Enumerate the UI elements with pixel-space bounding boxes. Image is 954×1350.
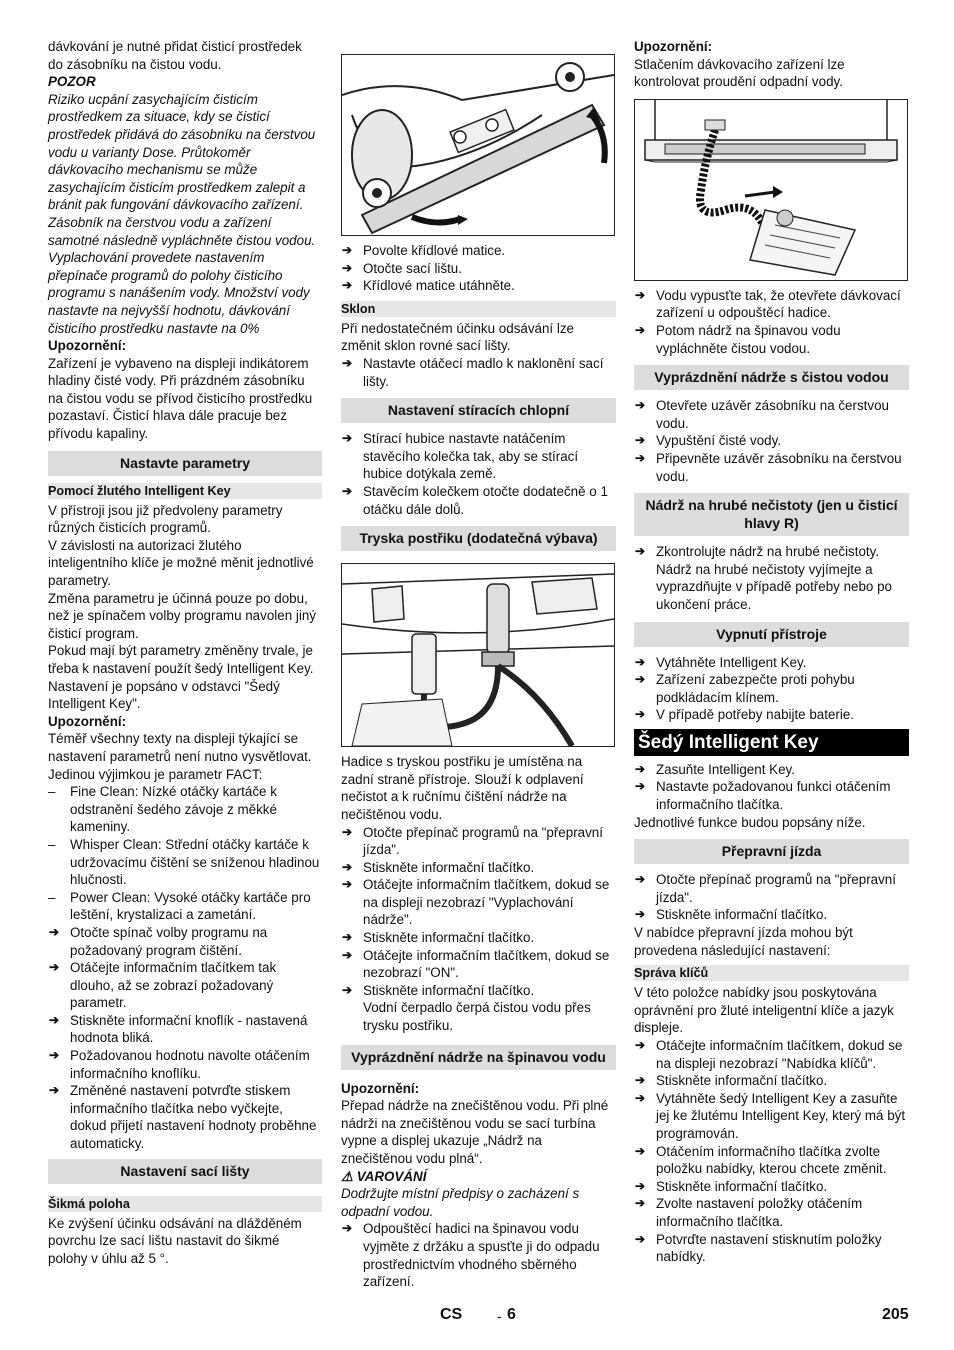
subheading-yellow-key: Pomocí žlutého Intelligent Key (48, 483, 322, 499)
step-item: ➔ Připevněte uzávěr zásobníku na čerstvou vodu. (634, 450, 909, 485)
paragraph: Při nedostatečném účinku odsávání lze změnit sklon rovné sací lišty. (341, 320, 574, 354)
step-item: ➔ Vodu vypusťte tak, že otevřete dávkovací zařízení u odpouštěcí hadice. (634, 287, 909, 322)
warning-title-text: VAROVÁNÍ (356, 1168, 427, 1184)
subheading-tilt: Sklon (341, 301, 616, 317)
section-heading-coarse-dirt: Nádrž na hrubé nečistoty (jen u čisticí hlavy R) (634, 493, 909, 536)
step-item: ➔ Otočte sací lištu. (341, 260, 616, 278)
column-middle (341, 52, 616, 1291)
column-left (48, 38, 322, 1267)
note-title: Upozornění: (634, 39, 713, 54)
dash-item: – Whisper Clean: Střední otáčky kartáče k udržovacímu čištění se sníženou hladinou hlučnosti. (48, 836, 322, 889)
paragraph: Změna parametru je účinná pouze po dobu, než je spínačem volby programu navolen jiný čisticí program. (48, 590, 316, 641)
section-heading-fresh-water: Vyprázdnění nádrže s čistou vodou (634, 365, 909, 390)
subheading-key-management: Správa klíčů (634, 965, 909, 981)
paragraph: Jednotlivé funkce budou popsány níže. (634, 814, 866, 830)
step-item: ➔ Stiskněte informační tlačítko. (634, 1178, 909, 1196)
step-item: ➔ Otočte přepínač programů na "přepravní jízda". (634, 871, 909, 906)
step-item: ➔ Zasuňte Intelligent Key. (634, 761, 909, 779)
step-item: ➔ Otáčejte informačním tlačítkem, dokud se nezobrazí "ON". (341, 947, 616, 982)
step-item: ➔ Otevřete uzávěr zásobníku na čerstvou vodu. (634, 397, 909, 432)
note-title: Upozornění: (48, 338, 127, 354)
step-item: ➔ Stiskněte informační tlačítko. (634, 906, 909, 924)
step-item: ➔ Změněné nastavení potvrďte stiskem informačního tlačítka nebo vyčkejte, dokud přijetí nastavení hodnoty proběhne automaticky. (48, 1082, 322, 1152)
step-item: ➔ Odpouštěcí hadici na špinavou vodu vyjměte z držáku a spusťte ji do odpadu prostřednictvím vhodného sběrného zařízení. (341, 1220, 616, 1290)
footer-language: CS (440, 1306, 463, 1323)
note-title: Upozornění: (341, 1080, 420, 1096)
paragraph: Hadice s tryskou postřiku je umístěna na zadní straně přístroje. Slouží k odplavení nečistot a k ručnímu čištění nádrže na nečištěnou vodu. (341, 754, 584, 822)
step-item: ➔ Otočte přepínač programů na "přepravní jízda". (341, 824, 616, 859)
step-item: ➔ Otáčejte informačním tlačítkem, dokud se na displeji nezobrazí "Vyplachování nádrže". (341, 876, 616, 929)
footer-page-number: 205 (882, 1306, 909, 1323)
section-heading-transport: Přepravní jízda (634, 839, 909, 864)
step-item: ➔ Křídlové matice utáhněte. (341, 277, 616, 295)
dash-item: – Power Clean: Vysoké otáčky kartáče pro leštění, krystalizaci a zametání. (48, 889, 322, 924)
footer-separator: - (497, 1308, 502, 1324)
text-continued-b: do zásobníku na čistou vodu. (48, 56, 222, 72)
warning-text: Dodržujte místní předpisy o zacházení s odpadní vodou. (341, 1186, 580, 1219)
step-item: ➔ V případě potřeby nabijte baterie. (634, 706, 909, 724)
step-item: ➔ Stiskněte informační tlačítko. (634, 1072, 909, 1090)
paragraph: V závislosti na autorizaci žlutého inteligentního klíče je možné měnit jednotlivé parametry. (48, 537, 314, 589)
note-text: Stlačením dávkovacího zařízení lze kontrolovat proudění odpadní vody. (634, 56, 845, 90)
paragraph: V této položce nabídky jsou poskytována oprávnění pro žluté inteligentní klíče a jazyk displeje. (634, 985, 894, 1036)
suction-bar-illustration (342, 55, 614, 235)
spray-nozzle-illustration (342, 564, 614, 746)
note-text: Zařízení je vybaveno na displeji indikátorem hladiny čisté vody. Při prázdném zásobníku na čistou vodu se přívod čisticího prostředku pozastaví. Čisticí hlava dále pracuje bez přívodu kapaliny. (48, 355, 313, 442)
paragraph: Vodní čerpadlo čerpá čistou vodu přes trysku postřiku. (363, 1000, 591, 1034)
section-heading-switch-off: Vypnutí přístroje (634, 622, 909, 647)
dash-item: – Fine Clean: Nízké otáčky kartáče k odstranění šedého závoje z měkké kameniny. (48, 783, 322, 836)
figure-spray-nozzle (341, 563, 615, 747)
section-heading-suction-bar: Nastavení sací lišty (48, 1159, 322, 1184)
step-item: ➔ Otočte spínač volby programu na požadovaný program čištění. (48, 924, 322, 959)
warning-title (341, 1168, 616, 1186)
step-item: ➔ Stiskněte informační knoflík - nastavená hodnota bliká. (48, 1012, 322, 1047)
drain-hose-illustration (635, 100, 907, 280)
step-item: ➔ Stiskněte informační tlačítko. (341, 982, 616, 1000)
column-right (634, 38, 909, 1266)
step-item: ➔ Otáčejte informačním tlačítkem, dokud se na displeji nezobrazí "Nabídka klíčů". (634, 1037, 909, 1072)
step-item: ➔ Nastavte požadovanou funkci otáčením informačního tlačítka. (634, 778, 909, 813)
step-item: ➔ Nastavte otáčecí madlo k naklonění sací lišty. (341, 355, 616, 390)
step-item: ➔ Stírací hubice nastavte natáčením stavěcího kolečka tak, aby se stírací hubice dotýkala země. (341, 430, 616, 483)
figure-drain-hose (634, 99, 908, 281)
step-item: ➔ Vytáhněte šedý Intelligent Key a zasuňte jej ke žlutému Intelligent Key, který má být programován. (634, 1090, 909, 1143)
figure-suction-bar (341, 54, 615, 236)
step-item: ➔ Potom nádrž na špinavou vodu vypláchněte čistou vodou. (634, 322, 909, 357)
step-item: ➔ Požadovanou hodnotu navolte otáčením informačního knoflíku. (48, 1047, 322, 1082)
footer-local-page: 6 (507, 1306, 516, 1323)
step-item: ➔ Vypuštění čisté vody. (634, 432, 909, 450)
section-heading-lips: Nastavení stíracích chlopní (341, 398, 616, 423)
note-text: Téměř všechny texty na displeji týkající se nastavení parametrů není nutno vysvětlovat. Jedinou výjimkou je parametr FACT: (48, 731, 312, 782)
note-text: Přepad nádrže na znečištěnou vodu. Při plné nádrži na znečištěnou vodu se sací turbína vypne a displej ukazuje „Nádrž na znečištěnou vodu plná“. (341, 1098, 609, 1166)
step-item: ➔ Zvolte nastavení položky otáčením informačního tlačítka. (634, 1195, 909, 1230)
step-item: ➔ Stiskněte informační tlačítko. (341, 859, 616, 877)
paragraph: Pokud mají být parametry změněny trvale, je třeba k nastavení použít šedý Intelligent Key. Nastavení je popsáno v odstavci "Šedý Intelligent Key". (48, 643, 314, 712)
section-heading-parameters: Nastavte parametry (48, 451, 322, 476)
note-title: Upozornění: (48, 713, 127, 729)
paragraph: V přístroji jsou již předvoleny parametry různých čisticích programů. (48, 502, 283, 536)
step-item: ➔ Otáčejte informačním tlačítkem tak dlouho, až se zobrazí požadovaný parametr. (48, 959, 322, 1012)
chapter-heading-grey-key: Šedý Intelligent Key (634, 729, 909, 756)
step-item: ➔ Potvrďte nastavení stisknutím položky nabídky. (634, 1231, 909, 1266)
step-item: ➔ Zařízení zabezpečte proti pohybu podkládacím klínem. (634, 671, 909, 706)
caution-title: POZOR (48, 74, 96, 90)
step-item: ➔ Zkontrolujte nádrž na hrubé nečistoty. Nádrž na hrubé nečistoty vyjímejte a vyprazdňujte v případě potřeby nebo po ukončení práce. (634, 543, 909, 613)
paragraph: Ke zvýšení účinku odsávání na dlážděném povrchu lze sací lištu nastavit do šikmé polohy v úhlu až 5 °. (48, 1215, 302, 1266)
text-continued-a: dávkování je nutné přidat čisticí prostředek (48, 39, 302, 54)
section-heading-spray: Tryska postřiku (dodatečná výbava) (341, 526, 616, 551)
paragraph: V nabídce přepravní jízda mohou být provedena následující nastavení: (634, 925, 853, 958)
step-item: ➔ Povolte křídlové matice. (341, 242, 616, 260)
warning-icon: ⚠ (341, 1168, 354, 1184)
step-item: ➔ Stavěcím kolečkem otočte dodatečně o 1 otáčku dále dolů. (341, 483, 616, 518)
step-item: ➔ Stiskněte informační tlačítko. (341, 929, 616, 947)
step-item: ➔ Otáčením informačního tlačítka zvolte položku nabídky, kterou chcete změnit. (634, 1143, 909, 1178)
step-item: ➔ Vytáhněte Intelligent Key. (634, 654, 909, 672)
caution-text: Riziko ucpání zasychajícím čisticím prostředkem za situace, kdy se čisticí prostředek přidává do zásobníku na čerstvou vodu u varianty Dose. Průtokoměr dávkovacího mechanismu se může zasychajícím čisticím prostředkem zalepit a bránit pak fungování dávkovacího zařízení. Zásobník na čerstvou vodu a zařízení samotné následně vypláchněte čistou vodou. Vyplachování provedete nastavením přepínače programů do polohy čisticího programu s nanášením vody. Množství vody nastavte na nejvyšší hodnotu, dávkování čisticího prostředku nastavte na 0% (48, 91, 316, 336)
subheading-oblique: Šikmá poloha (48, 1196, 322, 1212)
section-heading-dirty-water: Vyprázdnění nádrže na špinavou vodu (341, 1045, 616, 1070)
